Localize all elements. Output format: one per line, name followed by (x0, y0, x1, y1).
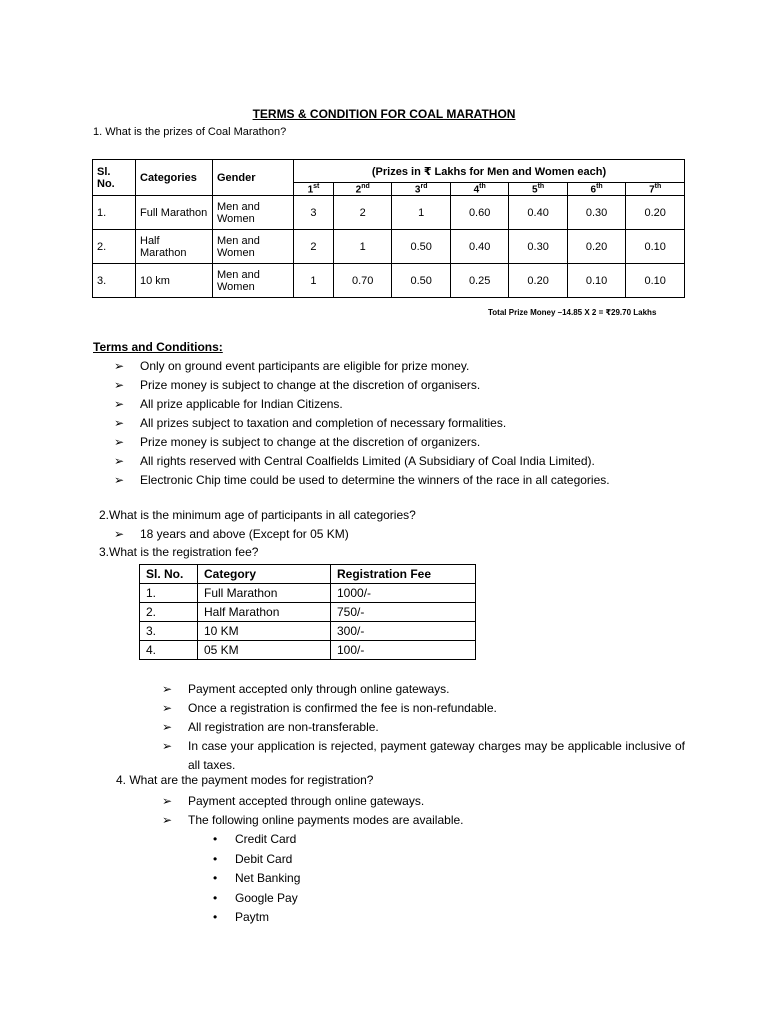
cell-category: 10 KM (198, 622, 331, 641)
arrow-bullet-icon: ➢ (162, 813, 173, 827)
cell-prize: 0.60 (450, 196, 508, 230)
arrow-bullet-icon: ➢ (162, 794, 173, 808)
bullet-dot-icon: • (213, 851, 218, 866)
table-row (93, 196, 685, 230)
list-item: • Paytm (213, 908, 300, 928)
cell-category: Full Marathon (136, 196, 213, 230)
cell-prize: 1 (392, 196, 450, 230)
cell-prize: 0.50 (392, 264, 450, 298)
list-item: ➢ In case your application is rejected, payment gateway charges may be applicable inclusive of all taxes. (162, 739, 685, 772)
question-4: 4. What are the payment modes for registration? (116, 773, 374, 787)
cell-prize: 0.30 (509, 230, 567, 264)
cell-fee: 1000/- (331, 584, 476, 603)
list-item: ➢ Prize money is subject to change at the discretion of organizers. (114, 433, 610, 452)
cell-fee: 300/- (331, 622, 476, 641)
bullet-dot-icon: • (213, 871, 218, 885)
document-title: TERMS & CONDITION FOR COAL MARATHON (252, 107, 516, 121)
arrow-bullet-icon: ➢ (114, 397, 125, 411)
rank-header: 3rd (392, 183, 450, 196)
cell-prize: 0.20 (509, 264, 567, 298)
cell-prize: 0.10 (626, 264, 685, 298)
bullet-dot-icon: • (213, 890, 218, 905)
list-item: ➢ All prizes subject to taxation and completion of necessary formalities. (114, 414, 610, 433)
registration-fee-table (139, 564, 476, 660)
list-item: • Debit Card (213, 850, 300, 870)
cell-category: Half Marathon (136, 230, 213, 264)
arrow-bullet-icon: ➢ (162, 720, 173, 734)
cell-fee: 100/- (331, 641, 476, 660)
cell-prize: 0.50 (392, 230, 450, 264)
list-item: ➢ All rights reserved with Central Coalfields Limited (A Subsidiary of Coal India Limited). (114, 452, 610, 471)
cell-category: 05 KM (198, 641, 331, 660)
payment-modes-list (213, 830, 300, 928)
answer-2 (114, 525, 349, 544)
fee-table-header (140, 565, 476, 584)
cell-prize: 0.25 (450, 264, 508, 298)
cell-prize: 2 (333, 196, 391, 230)
list-item: ➢ Payment accepted only through online gateways. (162, 680, 685, 699)
question-1: 1. What is the prizes of Coal Marathon? (93, 126, 287, 138)
table-row (93, 264, 685, 298)
rank-header: 1st (294, 183, 334, 196)
question-2: 2.What is the minimum age of participants in all categories? (99, 508, 416, 522)
arrow-bullet-icon: ➢ (162, 739, 173, 753)
arrow-bullet-icon: ➢ (114, 454, 125, 468)
bullet-dot-icon: • (213, 910, 218, 924)
payment-modes-intro-list (162, 792, 464, 830)
table-row (140, 622, 476, 641)
rank-header: 7th (626, 183, 685, 196)
list-item: ➢ Once a registration is confirmed the fee is non-refundable. (162, 699, 685, 718)
cell-prize: 0.30 (567, 196, 625, 230)
cell-sl: 2. (93, 230, 136, 264)
prize-table-header (93, 160, 685, 183)
list-item: ➢ 18 years and above (Except for 05 KM) (114, 525, 349, 544)
arrow-bullet-icon: ➢ (114, 378, 125, 392)
arrow-bullet-icon: ➢ (114, 527, 125, 541)
question-3: 3.What is the registration fee? (99, 545, 259, 559)
cell-prize: 0.70 (333, 264, 391, 298)
table-row (140, 641, 476, 660)
header-prizes: (Prizes in ₹ Lakhs for Men and Women each) (294, 160, 685, 183)
list-item: ➢ Payment accepted through online gateways. (162, 792, 464, 811)
terms-heading: Terms and Conditions: (93, 340, 223, 354)
header-sl-no: Sl. No. (93, 160, 136, 196)
arrow-bullet-icon: ➢ (114, 473, 125, 487)
list-item: • Google Pay (213, 889, 300, 909)
cell-category: 10 km (136, 264, 213, 298)
list-item: ➢ Electronic Chip time could be used to determine the winners of the race in all categories. (114, 471, 610, 490)
list-item: ➢ All prize applicable for Indian Citizens. (114, 395, 610, 414)
bullet-dot-icon: • (213, 832, 218, 846)
table-row (140, 603, 476, 622)
cell-gender: Men and Women (213, 264, 294, 298)
arrow-bullet-icon: ➢ (114, 359, 125, 373)
list-item: ➢ Prize money is subject to change at the discretion of organisers. (114, 376, 610, 395)
cell-prize: 1 (294, 264, 334, 298)
cell-sl: 4. (140, 641, 198, 660)
cell-prize: 0.10 (567, 264, 625, 298)
table-row (140, 584, 476, 603)
cell-category: Half Marathon (198, 603, 331, 622)
arrow-bullet-icon: ➢ (114, 435, 125, 449)
list-item: ➢ All registration are non-transferable. (162, 718, 685, 737)
cell-sl: 3. (93, 264, 136, 298)
header-gender: Gender (213, 160, 294, 196)
list-item: ➢ The following online payments modes are available. (162, 811, 464, 830)
terms-list (114, 357, 610, 490)
cell-sl: 1. (93, 196, 136, 230)
rank-header: 4th (450, 183, 508, 196)
cell-sl: 1. (140, 584, 198, 603)
cell-gender: Men and Women (213, 230, 294, 264)
cell-category: Full Marathon (198, 584, 331, 603)
cell-gender: Men and Women (213, 196, 294, 230)
cell-prize: 0.40 (509, 196, 567, 230)
cell-prize: 0.10 (626, 230, 685, 264)
cell-prize: 0.20 (626, 196, 685, 230)
arrow-bullet-icon: ➢ (114, 416, 125, 430)
cell-prize: 0.20 (567, 230, 625, 264)
rank-header: 6th (567, 183, 625, 196)
rank-header: 2nd (333, 183, 391, 196)
header-category: Category (198, 565, 331, 584)
cell-prize: 0.40 (450, 230, 508, 264)
header-sl-no: Sl. No. (140, 565, 198, 584)
arrow-bullet-icon: ➢ (162, 701, 173, 715)
cell-prize: 3 (294, 196, 334, 230)
header-categories: Categories (136, 160, 213, 196)
prize-table (92, 159, 685, 298)
header-registration-fee: Registration Fee (331, 565, 476, 584)
cell-prize: 1 (333, 230, 391, 264)
cell-fee: 750/- (331, 603, 476, 622)
cell-prize: 2 (294, 230, 334, 264)
cell-sl: 3. (140, 622, 198, 641)
arrow-bullet-icon: ➢ (162, 682, 173, 696)
table-row (93, 230, 685, 264)
list-item: ➢ Only on ground event participants are eligible for prize money. (114, 357, 610, 376)
payment-notes-list (162, 680, 685, 775)
cell-sl: 2. (140, 603, 198, 622)
rank-header: 5th (509, 183, 567, 196)
total-prize-money: Total Prize Money –14.85 X 2 = ₹29.70 Lakhs (488, 308, 657, 317)
list-item: • Net Banking (213, 869, 300, 889)
list-item: • Credit Card (213, 830, 300, 850)
